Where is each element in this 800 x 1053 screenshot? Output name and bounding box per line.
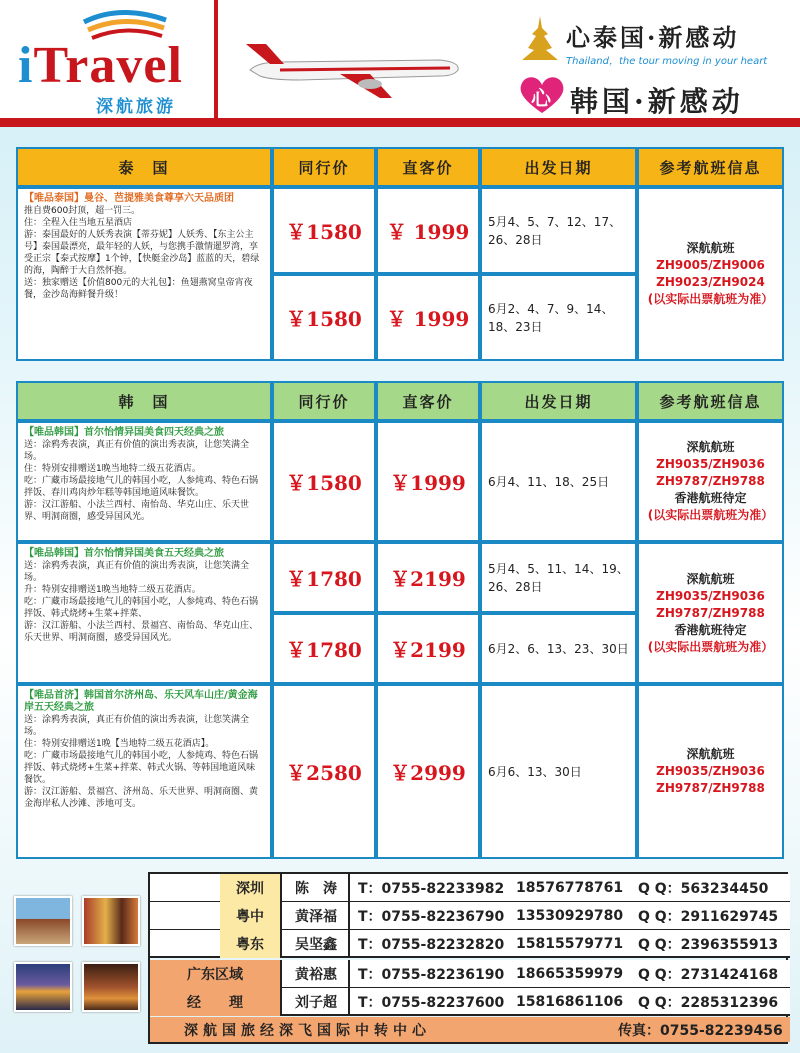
flight-note: (以实际出票航班为准） [647,292,774,306]
contact-mobile: 13530929780 [516,908,624,924]
footer-company: 深航国旅经深飞国际中转中心 [184,1022,431,1039]
korea-title: 韩 国 [16,381,272,421]
peer-price: ￥1580 [272,187,376,274]
flight-info [637,542,784,684]
flight-code: ZH9787/ZH9788 [656,605,765,620]
flight-code: ZH9005/ZH9006 [656,258,765,272]
contact-qq: Q Q：2911629745 [638,909,779,925]
contact-tel: T：0755-82236790 [358,909,505,925]
thailand-title: 泰 国 [16,147,272,187]
airplane-icon [240,40,465,100]
contact-region: 深圳 [220,874,282,902]
photo-street [82,896,140,946]
product-line: 游：泰国最好的人妖秀表演【蒂芬妮】人妖秀、【东主公主号】泰国最漂亮，最年轻的人妖，与您携手激情暹罗湾，享受正宗【泰式按摩】1个钟，【快艇金沙岛】蓝蓝的天，碧绿的海，陶醉于大自然怀抱。 [24,230,260,276]
product-name: 【唯品首济】韩国首尔济州岛、乐天风车山庄/黄金海岸五天经典之旅 [24,690,258,713]
flight-title: 深航航班 [686,747,735,761]
direct-price: ￥2999 [376,684,480,859]
flight-title: 深航航班 [686,241,735,255]
contact-name: 黄裕惠 [284,960,350,988]
contact-qq: Q Q：563234450 [638,881,769,897]
product-line: 住：特别安排赠送1晚【当地特二级五花酒店】。 [24,739,215,749]
contact-row [150,902,790,930]
departure-dates: 6月2、4、7、9、14、18、23日 [480,274,637,361]
product-line: 送：涂鸦秀表演，真正有价值的演出秀表演，让您笑满全场。 [24,440,250,462]
flight-extra: 香港航班待定 [674,491,747,505]
departure-dates: 6月4、11、18、25日 [480,421,637,542]
peer-price: ￥1780 [272,613,376,684]
thailand-slogan: 心泰国·新感动 [566,23,740,52]
contact-footer [150,1017,790,1042]
direct-price: ￥1999 [376,421,480,542]
contact-qq: Q Q：2731424168 [638,967,779,983]
product-line: 住：特别安排赠送1晚当地特二级五花酒店。 [24,464,201,474]
product-name: 【唯品泰国】曼谷、芭提雅美食尊享六天品质团 [24,193,234,204]
korea-product-desc [16,421,272,542]
col-flight: 参考航班信息 [637,147,784,187]
departure-dates: 6月2、6、13、23、30日 [480,613,637,684]
product-line: 游：汉江游船、小法兰西村、南怡岛、华克山庄、乐天世界、明洞商圈，感受异国风光。 [24,500,250,522]
col-direct-price: 直客价 [376,381,480,421]
contact-row [150,930,790,958]
col-dates: 出发日期 [480,381,637,421]
departure-dates: 5月4、5、7、12、17、26、28日 [480,187,637,274]
logo-i: i [18,37,34,94]
flight-note: (以实际出票航班为准） [647,508,774,522]
product-name: 【唯品韩国】首尔怡情异国美食四天经典之旅 [24,427,224,438]
contacts-table [148,872,788,1044]
contact-name: 吴坚鑫 [284,930,350,958]
flight-title: 深航航班 [686,440,735,454]
contact-region: 粤东 [220,930,282,958]
contact-row [150,960,790,988]
product-line: 推自费600封顶，超一罚三。 [24,206,141,216]
photo-temple-night [14,962,72,1012]
peer-price: ￥2580 [272,684,376,859]
col-dates: 出发日期 [480,147,637,187]
korea-product-desc [16,542,272,684]
contact-mobile: 15816861106 [516,994,624,1010]
col-peer-price: 同行价 [272,381,376,421]
direct-price: ￥ 1999 [376,274,480,361]
product-line: 游：汉江游船、景福宫、济州岛、乐天世界、明洞商圈、黄金海岸私人沙滩、涉地可支。 [24,787,259,809]
flight-info [637,684,784,859]
flight-title: 深航航班 [686,571,735,586]
flight-code: ZH9787/ZH9788 [656,781,765,795]
header-divider [214,0,218,118]
col-peer-price: 同行价 [272,147,376,187]
flight-code: ZH9787/ZH9788 [656,474,765,488]
contact-row [150,874,790,902]
product-line: 吃：广藏市场最接地气儿的韩国小吃，人参炖鸡、特色石锅拌饭、韩式烧烤+生菜+拌菜、韩式火锅、等韩国地道风味餐饮。 [24,751,259,785]
product-line: 住：全程入住当地五星酒店 [24,218,133,228]
pagoda-icon [518,14,562,62]
contact-name: 黄泽福 [284,902,350,930]
contact-mobile: 18665359979 [516,966,624,982]
logo-subtitle: 深航旅游 [96,97,176,117]
direct-price: ￥2199 [376,542,480,613]
product-line: 升：特别安排赠送1晚当地特二级五花酒店。 [24,585,201,595]
product-line: 送：独家赠送【价值800元的大礼包】：鱼翅燕窝皇帝宵夜餐，金沙岛海鲜餐升级！ [24,278,253,300]
thailand-subtitle: Thailand，the tour moving in your heart [566,56,768,67]
contact-region: 经 理 [150,988,282,1016]
flight-code: ZH9023/ZH9024 [656,275,765,289]
contact-row [150,988,790,1016]
contact-mobile: 15815579771 [516,936,624,952]
peer-price: ￥1780 [272,542,376,613]
contact-region: 广东区域 [150,960,282,988]
peer-price: ￥1580 [272,421,376,542]
thailand-product-desc [16,187,272,361]
contact-tel: T：0755-82236190 [358,967,505,983]
product-line: 送：涂鸦秀表演，真正有价值的演出秀表演，让您笑满全场。 [24,715,250,737]
col-direct-price: 直客价 [376,147,480,187]
logo-text: Travel [33,37,183,94]
product-line: 送：涂鸦秀表演，真正有价值的演出秀表演，让您笑满全场。 [24,561,250,583]
photo-night-market [82,962,140,1012]
korea-product-desc [16,684,272,859]
header-red-bar [0,118,800,127]
product-line: 吃：广藏市场最接地气儿的韩国小吃，人参炖鸡、特色石锅拌饭、韩式烧烤+生菜+拌菜、 [24,597,259,619]
col-flight: 参考航班信息 [637,381,784,421]
contact-name: 刘子超 [284,988,350,1016]
flight-note: (以实际出票航班为准） [647,639,774,654]
thailand-section [16,147,784,361]
contact-tel: T：0755-82233982 [358,881,505,897]
photo-palace [14,896,72,946]
departure-dates: 5月4、5、11、14、19、26、28日 [480,542,637,613]
contact-tel: T：0755-82232820 [358,937,505,953]
product-line: 吃：广藏市场最接地气儿的韩国小吃，人参炖鸡、特色石锅拌饭、春川鸡肉炒年糕等韩国地道风味餐饮。 [24,476,259,498]
korea-slogan: 韩国·新感动 [570,85,744,118]
heart-icon [518,75,566,115]
flight-code: ZH9035/ZH9036 [656,457,765,471]
product-line: 游：汉江游船、小法兰西村、景福宫、南怡岛、华克山庄、乐天世界、明洞商圈，感受异国风光。 [24,621,259,643]
flight-info [637,187,784,361]
direct-price: ￥2199 [376,613,480,684]
product-name: 【唯品韩国】首尔怡情异国美食五天经典之旅 [24,548,224,559]
flight-info [637,421,784,542]
page-header [0,0,800,120]
flight-code: ZH9035/ZH9036 [656,588,765,603]
itravel-logo [18,36,183,95]
flight-code: ZH9035/ZH9036 [656,764,765,778]
flight-extra: 香港航班待定 [674,622,747,637]
direct-price: ￥ 1999 [376,187,480,274]
korea-section [16,381,784,859]
departure-dates: 6月6、13、30日 [480,684,637,859]
heart-char: 心 [531,86,551,110]
contact-mobile: 18576778761 [516,880,624,896]
contact-qq: Q Q：2285312396 [638,995,779,1011]
contact-tel: T：0755-82237600 [358,995,505,1011]
contact-name: 陈 涛 [284,874,350,902]
footer-fax: 传真：0755-82239456 [618,1022,783,1039]
contact-region: 粤中 [220,902,282,930]
peer-price: ￥1580 [272,274,376,361]
contact-qq: Q Q：2396355913 [638,937,779,953]
